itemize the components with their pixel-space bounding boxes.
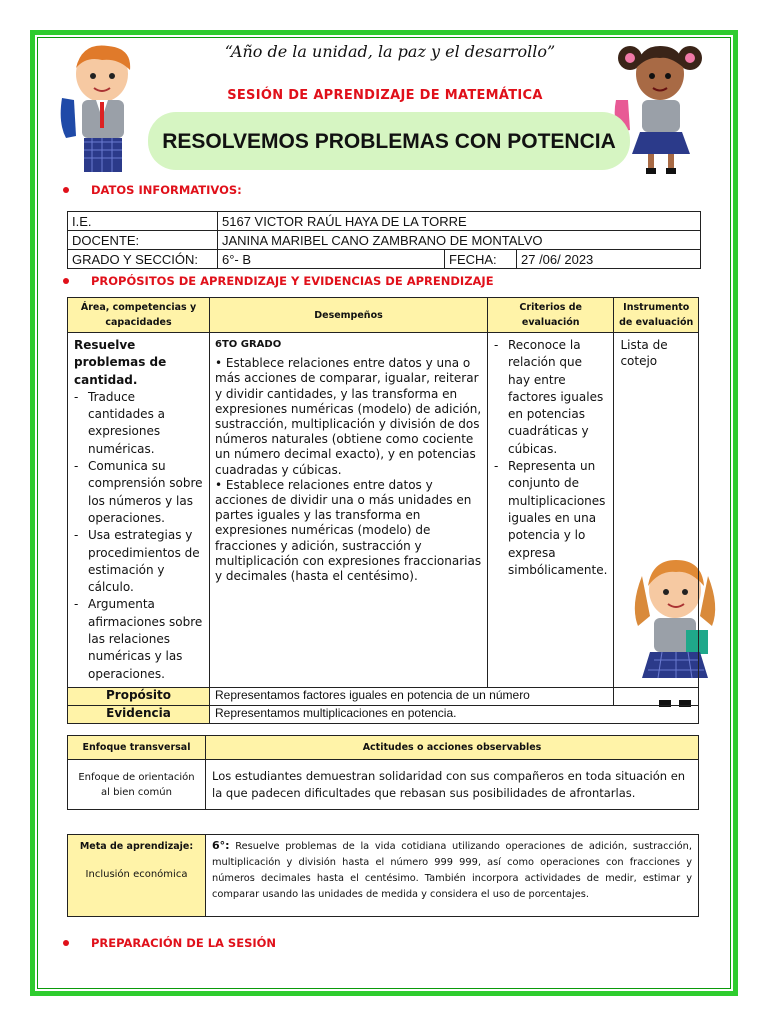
fecha-label: FECHA:	[445, 250, 517, 269]
criteria-item: - Reconoce la relación que hay entre factores iguales en potencias cuadráticas y cúbicas.	[494, 338, 604, 456]
col-header-criterios: Criterios de evaluación	[488, 298, 614, 333]
motto: “Año de la unidad, la paz y el desarrollo”	[224, 42, 556, 61]
capacity-item: - Argumenta afirmaciones sobre las relaciones numéricas y las operaciones.	[74, 597, 203, 681]
bullet-icon	[63, 187, 69, 193]
meta-sub: Inclusión económica	[85, 869, 188, 880]
meta-label-cell	[68, 835, 206, 917]
meta-label: Meta de aprendizaje:	[79, 841, 194, 852]
section-preparacion-label: PREPARACIÓN DE LA SESIÓN	[91, 936, 277, 950]
enfoque-header: Enfoque transversal	[68, 736, 206, 760]
docente-label: DOCENTE:	[68, 231, 218, 250]
col-header-desempenos: Desempeños	[210, 298, 488, 333]
criteria-cell	[488, 333, 614, 688]
performance-item: • Establece relaciones entre datos y acciones de dividir una o más unidades en partes iguales y las transforma en expresiones numéricas (modelo) de fracciones y adición, sustracción y multiplicación con expresiones fraccionarias y decimales (hasta el centésimo).	[215, 477, 482, 584]
actitudes-header: Actitudes o acciones observables	[206, 736, 699, 760]
col-header-instrumento: Instrumento de evaluación	[614, 298, 699, 333]
section-datos	[63, 183, 242, 197]
competence-title: Resuelve problemas de cantidad.	[74, 338, 167, 387]
boy-illustration	[52, 38, 152, 188]
section-propositos-label: PROPÓSITOS DE APRENDIZAJE Y EVIDENCIAS DE APRENDIZAJE	[91, 274, 494, 288]
section-preparacion	[63, 936, 276, 950]
page-title: RESOLVEMOS PROBLEMAS CON POTENCIA	[162, 130, 616, 153]
bullet-icon	[63, 940, 69, 946]
capacity-item: - Comunica su comprensión sobre los números y las operaciones.	[74, 459, 203, 525]
criteria-item: - Representa un conjunto de multiplicaciones iguales en una potencia y lo expresa simbólicamente.	[494, 459, 608, 577]
session-title: SESIÓN DE APRENDIZAJE DE MATEMÁTICA	[227, 88, 543, 103]
proposito-value: Representamos factores iguales en potencia de un número	[210, 687, 614, 705]
bullet-icon	[63, 278, 69, 284]
grado-value: 6°- B	[218, 250, 445, 269]
meta-table	[67, 834, 699, 917]
docente-value: JANINA MARIBEL CANO ZAMBRANO DE MONTALVO	[218, 231, 701, 250]
proposito-label: Propósito	[68, 687, 210, 705]
grade-label: 6TO GRADO	[215, 339, 282, 350]
col-header-area: Área, competencias y capacidades	[68, 298, 210, 333]
meta-grade: 6°:	[212, 839, 230, 852]
info-table	[67, 211, 701, 269]
enfoque-attitudes: Los estudiantes demuestran solidaridad con sus compañeros en toda situación en la que padecen dificultades que rebasan sus posibilidades de afrontarlas.	[206, 760, 699, 810]
purposes-table	[67, 297, 699, 724]
performance-cell	[210, 333, 488, 688]
evidencia-value: Representamos multiplicaciones en potencia.	[210, 705, 699, 723]
section-propositos	[63, 274, 494, 288]
meta-text-cell	[206, 835, 699, 917]
enfoque-table	[67, 735, 699, 810]
competence-cell	[68, 333, 210, 688]
capacity-item: - Usa estrategias y procedimientos de estimación y cálculo.	[74, 528, 200, 595]
meta-text: Resuelve problemas de la vida cotidiana utilizando operaciones de adición, sustracción, multiplicación y división hasta el número 999 999, así como operaciones con fracciones y números decimales hasta el centésimo. También incorpora actividades de medir, estimar y comparar usando las unidades de medida y considera el uso de porcentajes.	[212, 841, 692, 900]
performance-item: • Establece relaciones entre datos y una o más acciones de comparar, igualar, reiterar y dividir cantidades, y las transforma en expresiones numéricas (modelo) de adición, sustracción, multiplicación y división de dos números naturales (obtiene como cociente un número decimal exacto), y en potencias cuadradas y cúbicas.	[215, 356, 482, 477]
section-datos-label: DATOS INFORMATIVOS:	[91, 183, 242, 197]
evidencia-label: Evidencia	[68, 705, 210, 723]
ie-label: I.E.	[68, 212, 218, 231]
enfoque-name: Enfoque de orientación al bien común	[68, 760, 206, 810]
fecha-value: 27 /06/ 2023	[517, 250, 701, 269]
instrument-cell: Lista de cotejo	[614, 333, 699, 688]
ie-value: 5167 VICTOR RAÚL HAYA DE LA TORRE	[218, 212, 701, 231]
grado-label: GRADO Y SECCIÓN:	[68, 250, 218, 269]
capacity-item: - Traduce cantidades a expresiones numéricas.	[74, 389, 165, 456]
